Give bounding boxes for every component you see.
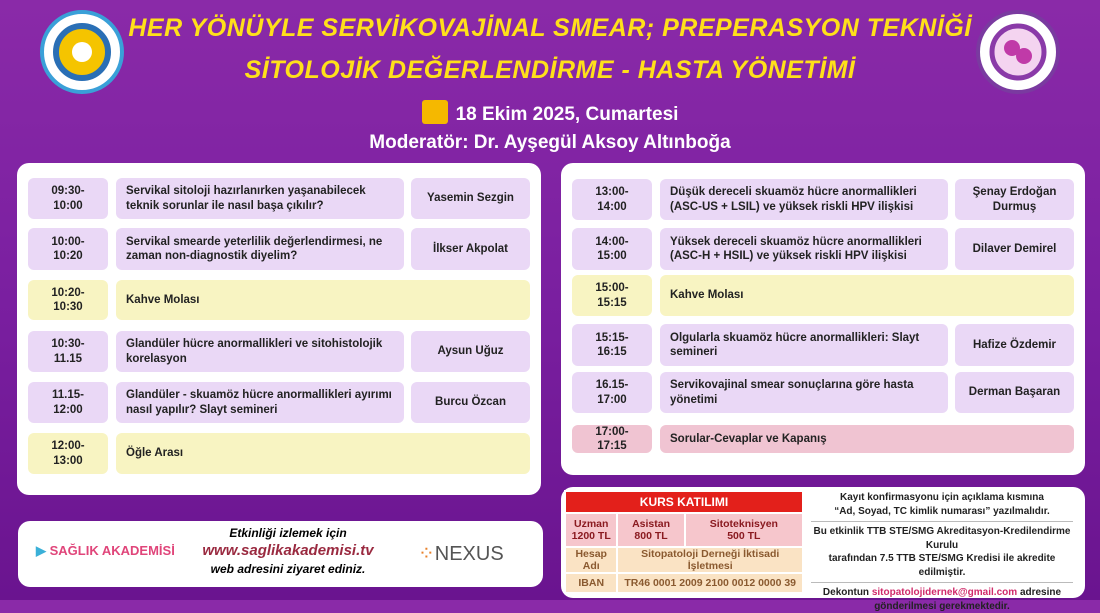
session-topic: Kahve Molası	[660, 275, 1074, 316]
calendar-icon	[422, 100, 448, 124]
fee-category-name: Sitoteknisyen	[686, 518, 802, 530]
moderator: Moderatör: Dr. Ayşegül Aksoy Altınboğa	[0, 132, 1100, 154]
saglik-akademisi-logo: ▶ SAĞLIK AKADEMİSİ	[36, 543, 175, 559]
session-topic: Sorular-Cevaplar ve Kapanış	[660, 425, 1074, 453]
note-3c: gönderilmesi gerekmektedir.	[811, 600, 1073, 613]
account-value: Sitopatoloji Derneği İktisadi İşletmesi	[617, 547, 803, 573]
session-speaker: Şenay Erdoğan Durmuş	[955, 179, 1074, 220]
session-speaker: Hafize Özdemir	[955, 324, 1074, 366]
session-topic: Düşük dereceli skuamöz hücre anormallikleri (ASC-US + LSIL) ve yüksek riskli HPV ilişkisi	[660, 179, 948, 220]
session-speaker: Aysun Uğuz	[411, 331, 530, 372]
session-topic: Kahve Molası	[116, 280, 530, 320]
session-topic: Olgularla skuamöz hücre anormallikleri: Slayt semineri	[660, 324, 948, 366]
account-label: Hesap Adı	[565, 547, 617, 573]
fee-table	[564, 490, 804, 594]
session-time: 14:00-15:00	[572, 228, 652, 270]
email-link[interactable]: sitopatolojidernek@gmail.com	[872, 587, 1017, 598]
note-1b: “Ad, Soyad, TC kimlik numarası” yazılmalıdır.	[811, 505, 1073, 519]
fee-price: 1200 TL	[566, 530, 616, 542]
fee-category-name: Uzman	[566, 518, 616, 530]
afternoon-schedule	[561, 163, 1085, 475]
session-speaker: Burcu Özcan	[411, 382, 530, 423]
session-topic: Öğle Arası	[116, 433, 530, 474]
session-topic: Servikal sitoloji hazırlanırken yaşanabilecek teknik sorunlar ile nasıl başa çıkılır?	[116, 178, 404, 219]
title-line-1: HER YÖNÜYLE SERVİKOVAJİNAL SMEAR; PREPERASYON TEKNİĞİ	[0, 14, 1100, 43]
session-speaker: İlkser Akpolat	[411, 228, 530, 270]
note-3b: adresine	[1020, 587, 1061, 598]
session-speaker: Dilaver Demirel	[955, 228, 1074, 270]
note-2b: tarafından 7.5 TTB STE/SMG Kredisi ile akredite edilmiştir.	[811, 552, 1073, 579]
stream-line-2: web adresini ziyaret ediniz.	[193, 561, 383, 577]
iban-value: TR46 0001 2009 2100 0012 0000 39	[617, 573, 803, 593]
note-1a: Kayıt konfirmasyonu için açıklama kısmına	[811, 491, 1073, 505]
note-3a: Dekontun	[823, 587, 869, 598]
note-2a: Bu etkinlik TTB STE/SMG Akreditasyon-Kredilendirme Kurulu	[811, 525, 1073, 552]
morning-schedule	[17, 163, 541, 495]
session-time: 12:00-13:00	[28, 433, 108, 474]
fee-category	[617, 513, 684, 547]
fee-category	[565, 513, 617, 547]
fee-price: 800 TL	[618, 530, 683, 542]
session-time: 10:30-11.15	[28, 331, 108, 372]
fee-category-name: Asistan	[618, 518, 683, 530]
session-time: 10:20-10:30	[28, 280, 108, 320]
session-time: 17:00-17:15	[572, 425, 652, 453]
stream-url[interactable]: www.saglikakademisi.tv	[193, 541, 383, 561]
fee-title: KURS KATILIMI	[565, 491, 803, 513]
session-time: 15:00-15:15	[572, 275, 652, 316]
session-topic: Glandüler - skuamöz hücre anormallikleri ayırımı nasıl yapılır? Slayt semineri	[116, 382, 404, 423]
iban-label: IBAN	[565, 573, 617, 593]
session-time: 13:00-14:00	[572, 179, 652, 220]
title-line-2: SİTOLOJİK DEĞERLENDİRME - HASTA YÖNETİMİ	[0, 56, 1100, 85]
session-time: 10:00-10:20	[28, 228, 108, 270]
stream-line-1: Etkinliği izlemek için	[193, 525, 383, 541]
fee-category	[685, 513, 803, 547]
session-topic: Yüksek dereceli skuamöz hücre anormallikleri (ASC-H + HSIL) ve yüksek riskli HPV ilişkisi	[660, 228, 948, 270]
event-date: 18 Ekim 2025, Cumartesi	[0, 100, 1100, 126]
session-topic: Servikal smearde yeterlilik değerlendirmesi, ne zaman non-diagnostik diyelim?	[116, 228, 404, 270]
nexus-logo: ⁘NEXUS	[418, 541, 504, 566]
session-time: 11.15-12:00	[28, 382, 108, 423]
streaming-info	[18, 521, 543, 587]
fee-price: 500 TL	[686, 530, 802, 542]
session-time: 16.15- 17:00	[572, 372, 652, 413]
registration-info	[561, 487, 1085, 598]
session-time: 09:30-10:00	[28, 178, 108, 219]
session-speaker: Derman Başaran	[955, 372, 1074, 413]
session-time: 15:15-16:15	[572, 324, 652, 366]
session-topic: Servikovajinal smear sonuçlarına göre hasta yönetimi	[660, 372, 948, 413]
session-speaker: Yasemin Sezgin	[411, 178, 530, 219]
session-topic: Glandüler hücre anormallikleri ve sitohistolojik korelasyon	[116, 331, 404, 372]
